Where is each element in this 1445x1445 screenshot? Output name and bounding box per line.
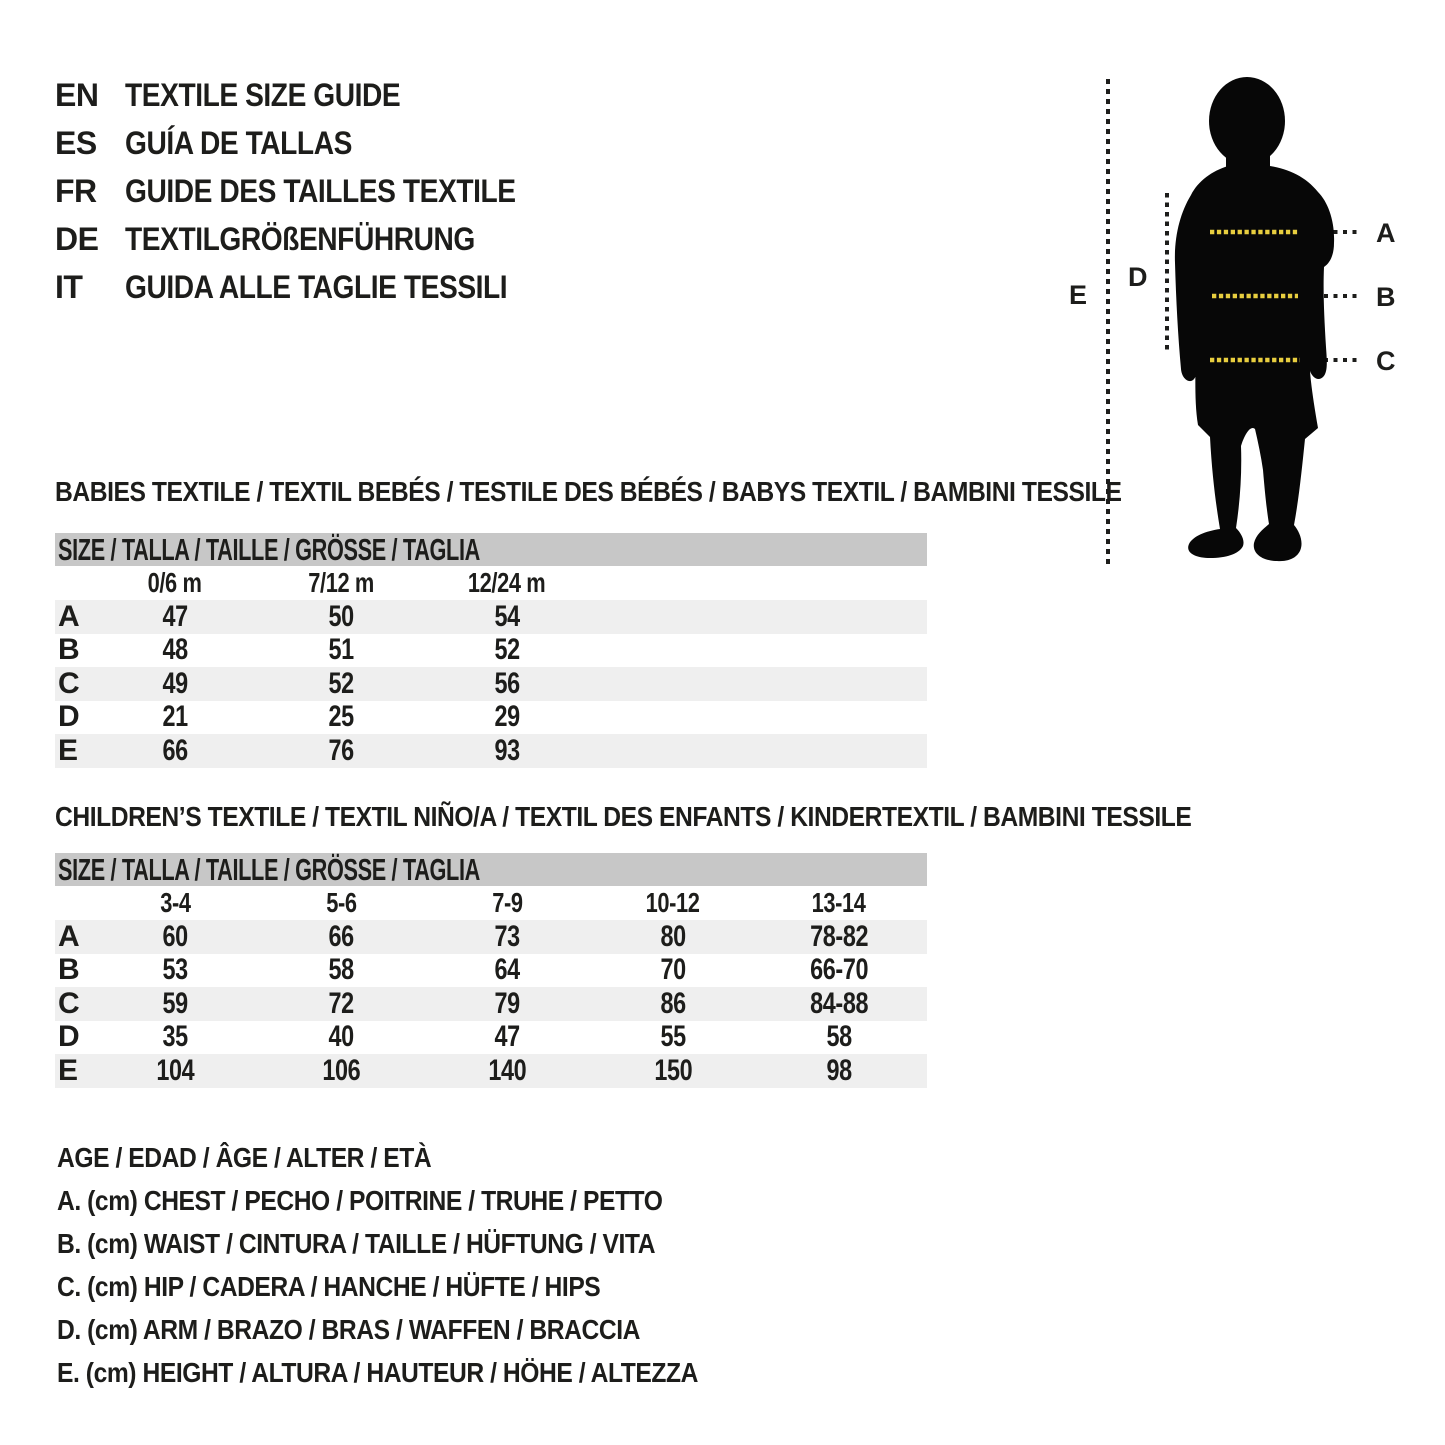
- row-label: C: [58, 986, 80, 1020]
- babies-size-header-bar: [55, 533, 927, 566]
- value-cell: 25: [328, 700, 354, 734]
- row-label: E: [58, 1053, 78, 1087]
- value-cell: 40: [328, 1020, 354, 1054]
- language-row-de: [55, 215, 569, 263]
- value-cell: 53: [162, 953, 188, 987]
- babies-size-table: [55, 533, 927, 768]
- table-row: [55, 600, 927, 634]
- value-cell: 73: [494, 919, 520, 953]
- value-cell: 29: [494, 700, 520, 734]
- language-code: IT: [55, 268, 83, 305]
- value-cell: 150: [654, 1053, 692, 1087]
- value-cell: 60: [162, 919, 188, 953]
- value-cell: 76: [328, 733, 354, 767]
- value-cell: 58: [328, 953, 354, 987]
- value-cell: 52: [328, 666, 354, 700]
- row-label: A: [58, 599, 80, 633]
- value-cell: 51: [328, 633, 354, 667]
- value-cell: 78-82: [810, 919, 868, 953]
- legend-line-waist: B. (cm) WAIST / CINTURA / TAILLE / HÜFTUNG / VITA: [57, 1227, 656, 1259]
- value-cell: 54: [494, 599, 520, 633]
- value-cell: 80: [660, 919, 686, 953]
- value-cell: 66: [328, 919, 354, 953]
- value-cell: 50: [328, 599, 354, 633]
- chest-marker-label: A: [1376, 218, 1395, 248]
- children-heading-text: CHILDREN’S TEXTILE / TEXTIL NIÑO/A / TEXTIL DES ENFANTS / KINDERTEXTIL / BAMBINI TESSILE: [55, 801, 1192, 832]
- arm-marker-label: D: [1128, 262, 1147, 292]
- height-marker-label: E: [1069, 280, 1087, 310]
- table-row: [55, 1021, 927, 1055]
- babies-columns-row: [55, 566, 927, 600]
- language-title: GUIDE DES TAILLES TEXTILE: [125, 172, 516, 209]
- language-title: GUIDA ALLE TAGLIE TESSILI: [125, 268, 508, 305]
- row-label: E: [58, 733, 78, 767]
- value-cell: 98: [826, 1053, 852, 1087]
- measurement-legend: [57, 1136, 785, 1394]
- value-cell: 79: [494, 986, 520, 1020]
- table-row: [55, 701, 927, 735]
- row-label: A: [58, 919, 80, 953]
- language-title: GUÍA DE TALLAS: [125, 124, 352, 161]
- value-cell: 140: [488, 1053, 526, 1087]
- value-cell: 66: [162, 733, 188, 767]
- language-code: FR: [55, 172, 97, 209]
- table-row: [55, 634, 927, 668]
- column-header: 13-14: [812, 887, 866, 918]
- value-cell: 70: [660, 953, 686, 987]
- value-cell: 104: [156, 1053, 194, 1087]
- value-cell: 64: [494, 953, 520, 987]
- value-cell: 84-88: [810, 986, 868, 1020]
- children-size-table: [55, 853, 927, 1088]
- size-header-text: SIZE / TALLA / TAILLE / GRÖSSE / TAGLIA: [58, 531, 480, 567]
- column-header: 7-9: [491, 887, 523, 918]
- value-cell: 47: [494, 1020, 520, 1054]
- language-title: TEXTILE SIZE GUIDE: [125, 76, 401, 113]
- value-cell: 72: [328, 986, 354, 1020]
- value-cell: 21: [162, 700, 188, 734]
- language-title-list: [55, 71, 569, 311]
- row-label: D: [58, 1020, 80, 1054]
- language-row-it: [55, 263, 569, 311]
- language-row-en: [55, 71, 569, 119]
- value-cell: 106: [322, 1053, 360, 1087]
- children-columns-row: [55, 886, 927, 920]
- children-section-heading: [55, 803, 1346, 831]
- table-row: [55, 920, 927, 954]
- language-title: TEXTILGRÖßENFÜHRUNG: [125, 220, 475, 257]
- value-cell: 48: [162, 633, 188, 667]
- waist-marker-label: B: [1376, 282, 1395, 312]
- babies-heading-text: BABIES TEXTILE / TEXTIL BEBÉS / TESTILE DES BÉBÉS / BABYS TEXTIL / BAMBINI TESSILE: [55, 476, 1122, 507]
- value-cell: 49: [162, 666, 188, 700]
- table-row: [55, 667, 927, 701]
- legend-line-hip: C. (cm) HIP / CADERA / HANCHE / HÜFTE / HIPS: [57, 1270, 601, 1302]
- column-header: 12/24 m: [468, 567, 546, 598]
- row-label: B: [58, 953, 80, 987]
- language-row-fr: [55, 167, 569, 215]
- value-cell: 59: [162, 986, 188, 1020]
- language-code: DE: [55, 220, 99, 257]
- value-cell: 56: [494, 666, 520, 700]
- table-row: [55, 1054, 927, 1088]
- column-header: 5-6: [325, 887, 357, 918]
- value-cell: 58: [826, 1020, 852, 1054]
- value-cell: 35: [162, 1020, 188, 1054]
- value-cell: 47: [162, 599, 188, 633]
- legend-line-arm: D. (cm) ARM / BRAZO / BRAS / WAFFEN / BRACCIA: [57, 1313, 640, 1345]
- language-code: EN: [55, 76, 99, 113]
- babies-section-heading: [55, 478, 1267, 506]
- legend-line-height: E. (cm) HEIGHT / ALTURA / HAUTEUR / HÖHE / ALTEZZA: [57, 1356, 698, 1388]
- column-header: 0/6 m: [148, 567, 202, 598]
- value-cell: 66-70: [810, 953, 868, 987]
- value-cell: 52: [494, 633, 520, 667]
- language-row-es: [55, 119, 569, 167]
- row-label: D: [58, 700, 80, 734]
- row-label: C: [58, 666, 80, 700]
- value-cell: 93: [494, 733, 520, 767]
- legend-line-chest: A. (cm) CHEST / PECHO / POITRINE / TRUHE / PETTO: [57, 1184, 663, 1216]
- column-header: 3-4: [159, 887, 191, 918]
- children-size-header-bar: [55, 853, 927, 886]
- table-row: [55, 987, 927, 1021]
- row-label: B: [58, 633, 80, 667]
- table-row: [55, 734, 927, 768]
- value-cell: 86: [660, 986, 686, 1020]
- legend-line-age: AGE / EDAD / ÂGE / ALTER / ETÀ: [57, 1141, 432, 1173]
- hip-marker-label: C: [1376, 346, 1395, 376]
- column-header: 10-12: [646, 887, 700, 918]
- size-header-text: SIZE / TALLA / TAILLE / GRÖSSE / TAGLIA: [58, 851, 480, 887]
- column-header: 7/12 m: [308, 567, 374, 598]
- value-cell: 55: [660, 1020, 686, 1054]
- table-row: [55, 954, 927, 988]
- language-code: ES: [55, 124, 97, 161]
